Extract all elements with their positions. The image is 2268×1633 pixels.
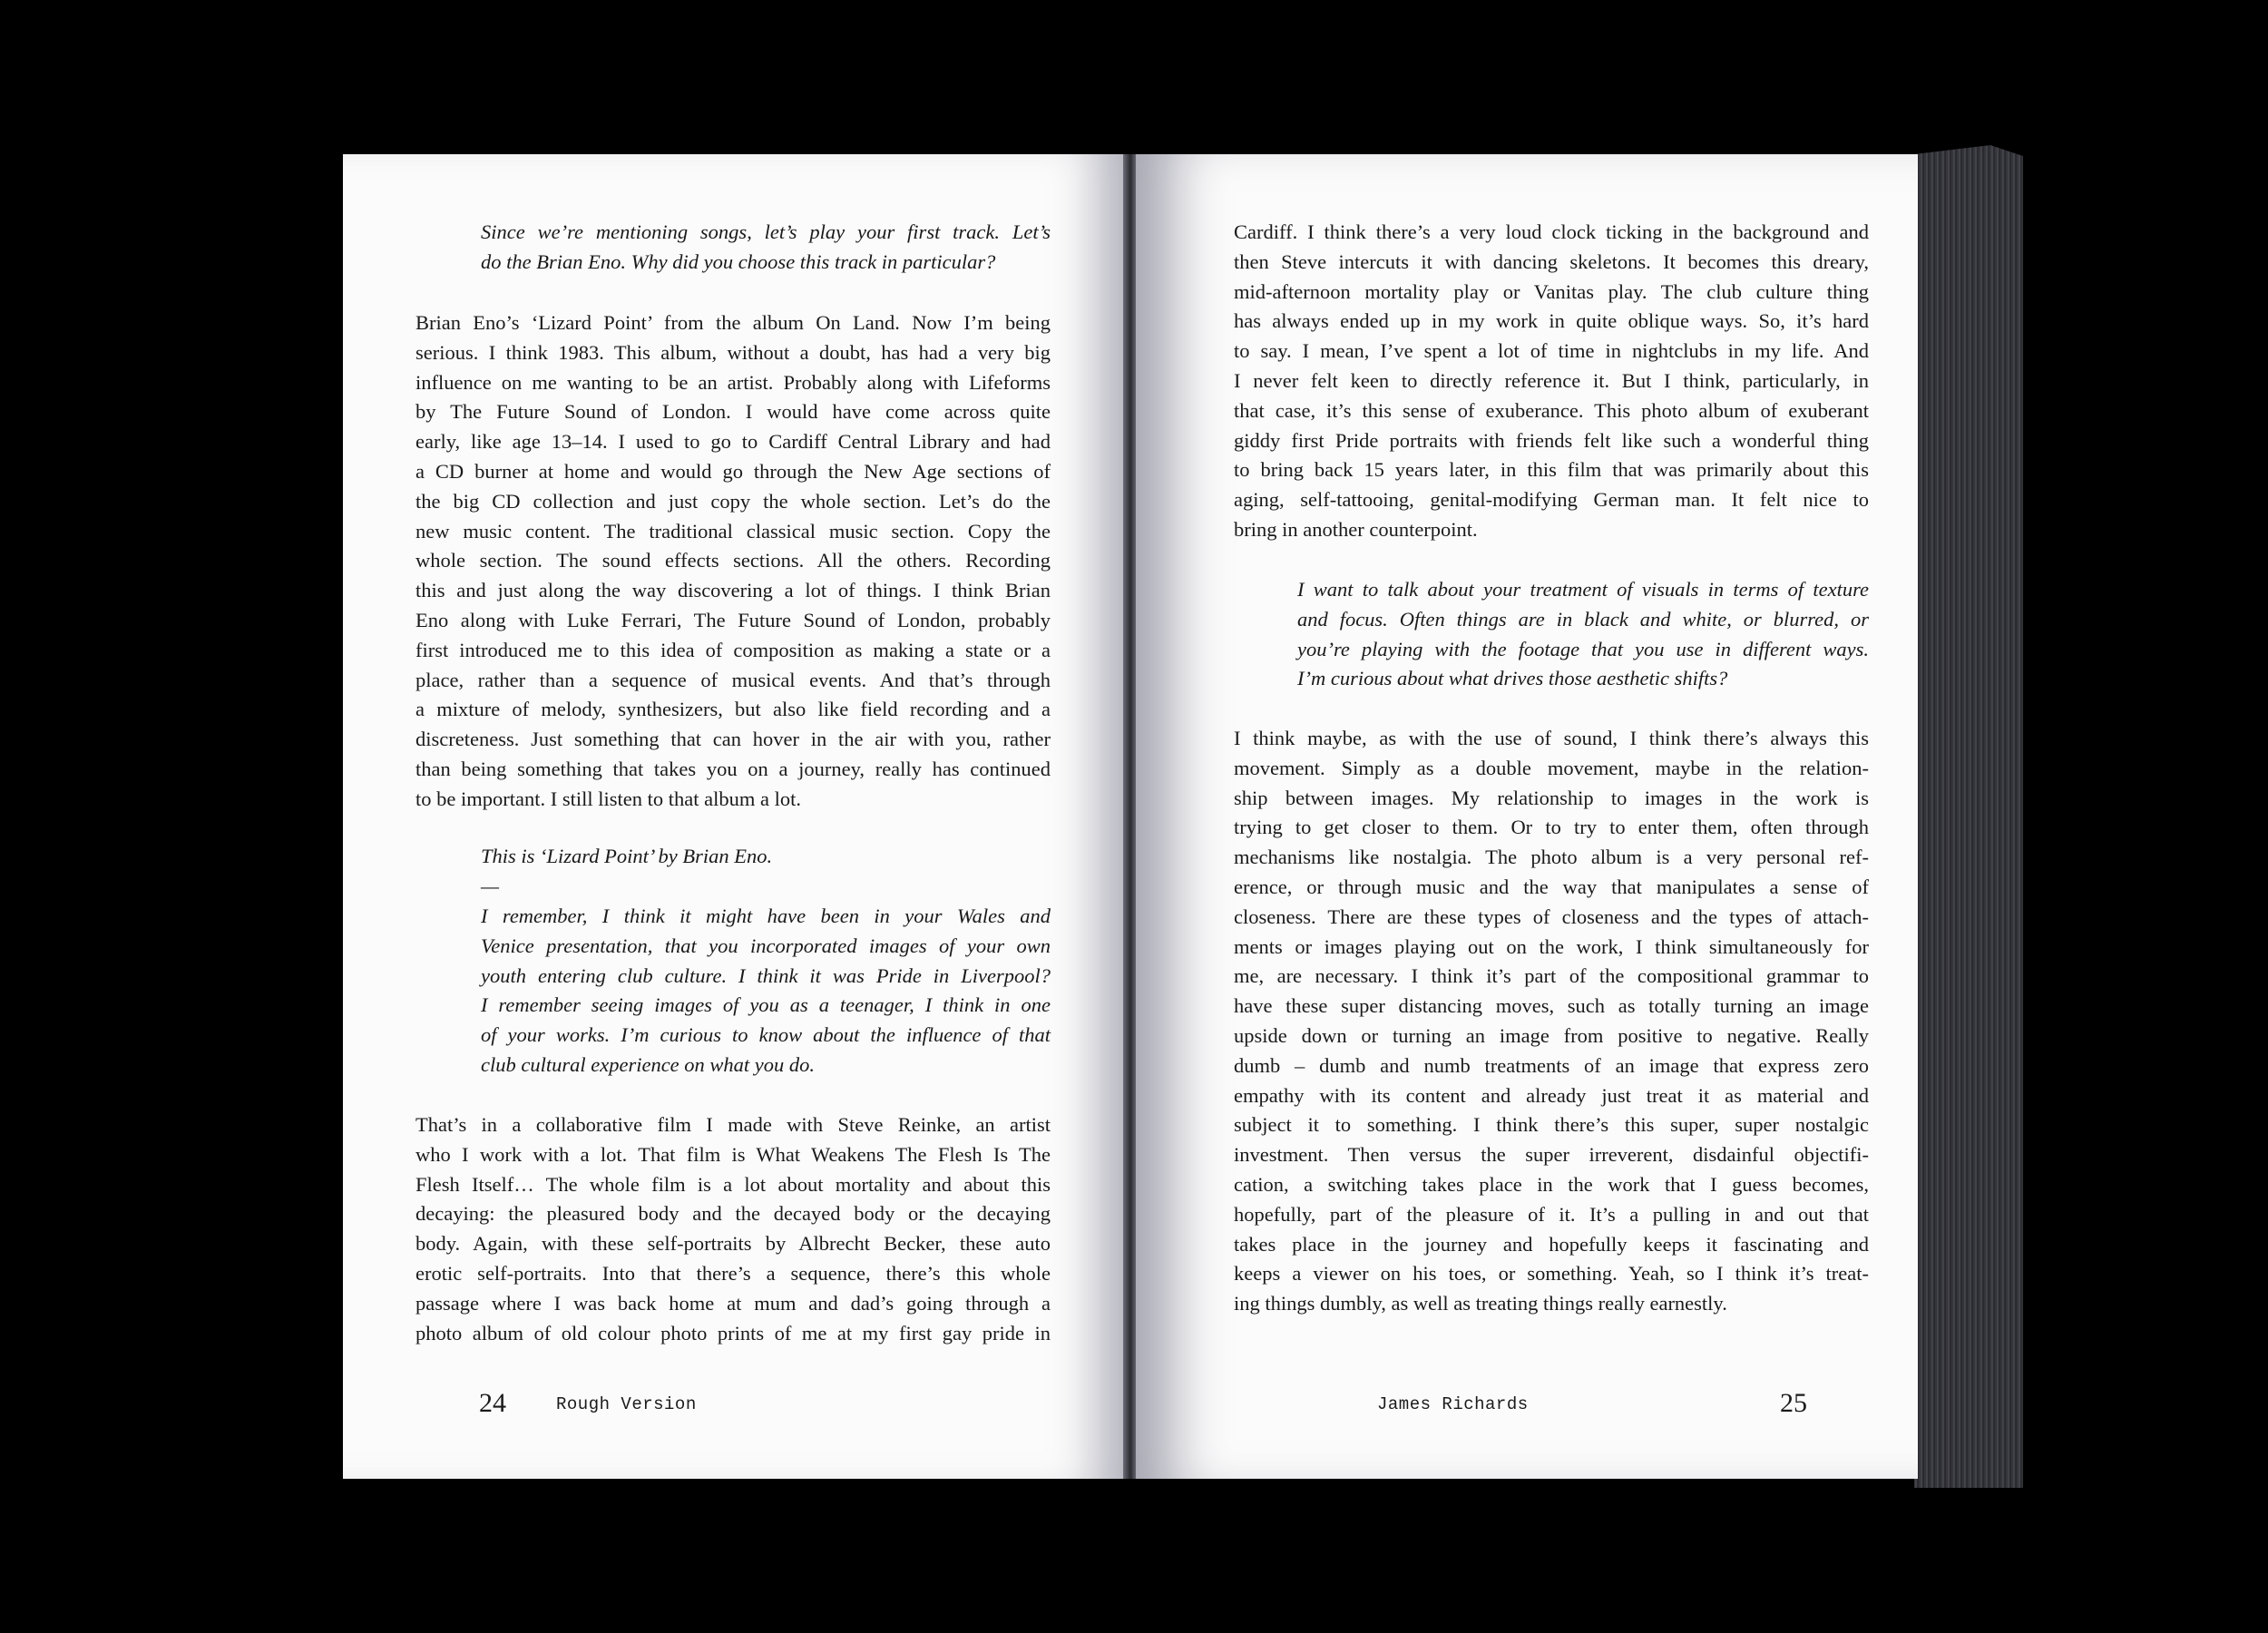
text-line: than being something that takes you on a journey, really has continued <box>415 757 1051 780</box>
text-line: has always ended up in my work in quite oblique ways. So, it’s hard <box>1234 309 1869 333</box>
text-line: mid-afternoon mortality play or Vanitas play. The club culture thing <box>1234 279 1869 303</box>
text-line: to be important. I still listen to that album a lot. <box>415 787 801 810</box>
text-line: decaying: the pleasured body and the decayed body or the decaying <box>415 1202 1051 1226</box>
text-line: body. Again, with these self-portraits by Albrecht Becker, these auto <box>415 1232 1051 1256</box>
text-line: I think maybe, as with the use of sound, I think there’s always this <box>1234 727 1869 749</box>
text-line: influence on me wanting to be an artist. Probably along with Lifeforms <box>415 370 1051 394</box>
text-line: to bring back 15 years later, in this film that was primarily about this <box>1234 458 1869 482</box>
text-line: first introduced me to this idea of composition as making a state or a <box>415 638 1051 661</box>
page-number: 25 <box>1780 1388 1807 1418</box>
interview-question <box>481 218 1051 278</box>
text-line: I remember, I think it might have been in your Wales and <box>481 905 1051 927</box>
page-number: 24 <box>479 1388 506 1418</box>
interview-question <box>1297 575 1869 694</box>
text-line: this and just along the way discovering a lot of things. I think Brian <box>415 579 1051 602</box>
text-line: ments or images playing out on the work, I think simultaneously for <box>1234 934 1869 958</box>
track-caption: This is ‘Lizard Point’ by Brian Eno. — <box>481 842 1051 902</box>
book-page-edges <box>1914 145 2023 1488</box>
interview-answer <box>1234 724 1869 1319</box>
text-line: me, are necessary. I think it’s part of the compositional grammar to <box>1234 964 1869 988</box>
text-line: trying to get closer to them. Or to try to enter them, often through <box>1234 816 1869 839</box>
text-line: ing things dumbly, as well as treating things really earnestly. <box>1234 1292 1727 1315</box>
interview-answer-continued <box>1234 218 1869 545</box>
text-line: new music content. The traditional classical music section. Copy the <box>415 519 1051 543</box>
text-line: club cultural experience on what you do. <box>481 1052 816 1076</box>
text-line: photo album of old colour photo prints of me at my first gay pride in <box>415 1321 1051 1345</box>
text-line: Cardiff. I think there’s a very loud clock ticking in the background and <box>1234 220 1869 243</box>
text-line: you’re playing with the footage that you use in different ways. <box>1297 637 1869 660</box>
text-line: whole section. The sound effects sections. All the others. Recording <box>415 549 1051 572</box>
text-line: aging, self-tattooing, genital-modifying German man. It felt nice to <box>1234 488 1869 512</box>
text-line: movement. Simply as a double movement, maybe in the relation- <box>1234 756 1869 779</box>
text-line: that case, it’s this sense of exuberance. This photo album of exuberant <box>1234 398 1869 422</box>
text-line: do the Brian Eno. Why did you choose this track in particular? <box>481 249 996 273</box>
text-line: investment. Then versus the super irreverent, disdainful objectifi- <box>1234 1143 1869 1167</box>
text-line: the big CD collection and just copy the whole section. Let’s do the <box>415 489 1051 513</box>
interview-answer <box>415 308 1051 815</box>
text-line: erotic self-portraits. Into that there’s a sequence, there’s this whole <box>415 1261 1051 1285</box>
text-line: upside down or turning an image from positive to negative. Really <box>1234 1023 1869 1047</box>
text-line: a CD burner at home and would go through the New Age sections of <box>415 459 1051 483</box>
text-line: hopefully, part of the pleasure of it. It’s a pulling in and out that <box>1234 1202 1869 1226</box>
text-line: keeps a viewer on his toes, or something. Yeah, so I think it’s treat- <box>1234 1262 1869 1286</box>
text-line: then Steve intercuts it with dancing skeletons. It becomes this dreary, <box>1234 249 1869 273</box>
text-line: who I work with a lot. That film is What Weakens The Flesh Is The <box>415 1142 1051 1166</box>
text-line: a mixture of melody, synthesizers, but also like field recording and a <box>415 698 1051 721</box>
text-line: Brian Eno’s ‘Lizard Point’ from the album On Land. Now I’m being <box>415 311 1051 334</box>
text-line: and focus. Often things are in black and white, or blurred, or <box>1297 607 1869 631</box>
text-line: Flesh Itself… The whole film is a lot about mortality and about this <box>415 1172 1051 1196</box>
text-line: early, like age 13–14. I used to go to Cardiff Central Library and had <box>415 430 1051 454</box>
interview-question <box>481 902 1051 1081</box>
text-line: place, rather than a sequence of musical events. And that’s through <box>415 668 1051 691</box>
left-page <box>343 154 1125 1479</box>
text-line: cation, a switching takes place in the work that I guess becomes, <box>1234 1172 1869 1196</box>
text-line: Since we’re mentioning songs, let’s play your first track. Let’s <box>481 220 1051 243</box>
text-line: to say. I mean, I’ve spent a lot of time in nightclubs in my life. And <box>1234 339 1869 363</box>
text-line: ship between images. My relationship to images in the work is <box>1234 786 1869 809</box>
text-line: giddy first Pride portraits with friends felt like such a wonderful thing <box>1234 428 1869 452</box>
text-line: have these super distancing moves, such as totally turning an image <box>1234 994 1869 1018</box>
text-line: That’s in a collaborative film I made with Steve Reinke, an artist <box>415 1113 1051 1136</box>
text-line: I want to talk about your treatment of visuals in terms of texture <box>1297 578 1869 601</box>
text-line: of your works. I’m curious to know about the influence of that <box>481 1023 1051 1047</box>
text-line: mechanisms like nostalgia. The photo album is a very personal ref- <box>1234 846 1869 869</box>
text-line: passage where I was back home at mum and dad’s going through a <box>415 1291 1051 1315</box>
text-line: discreteness. Just something that can hover in the air with you, rather <box>415 728 1051 751</box>
running-head: Rough Version <box>556 1394 697 1414</box>
text-line: bring in another counterpoint. <box>1234 517 1478 541</box>
separator-dash: — <box>481 874 500 897</box>
text-line: empathy with its content and already just treat it as material and <box>1234 1083 1869 1107</box>
text-line: Eno along with Luke Ferrari, The Future Sound of London, probably <box>415 608 1051 631</box>
text-line: Venice presentation, that you incorporated images of your own <box>481 934 1051 957</box>
text-line: takes place in the journey and hopefully keeps it fascinating and <box>1234 1232 1869 1256</box>
text-line: erence, or through music and the way that manipulates a sense of <box>1234 875 1869 898</box>
text-line: by The Future Sound of London. I would have come across quite <box>415 400 1051 424</box>
text-line: youth entering club culture. I think it was Pride in Liverpool? <box>481 963 1051 987</box>
text-line: serious. I think 1983. This album, without a doubt, has had a very big <box>415 340 1051 364</box>
interview-answer <box>415 1110 1051 1348</box>
text-line: subject it to something. I think there’s this super, super nostalgic <box>1234 1113 1869 1137</box>
text-line: closeness. There are these types of closeness and the types of attach- <box>1234 905 1869 928</box>
text-line: I remember seeing images of you as a teenager, I think in one <box>481 993 1051 1017</box>
text-line: dumb – dumb and numb treatments of an image that express zero <box>1234 1053 1869 1077</box>
right-page <box>1136 154 1918 1479</box>
text-line: I never felt keen to directly reference it. But I think, particularly, in <box>1234 368 1869 392</box>
text-line: I’m curious about what drives those aesthetic shifts? <box>1297 667 1728 690</box>
running-head: James Richards <box>1377 1394 1529 1414</box>
